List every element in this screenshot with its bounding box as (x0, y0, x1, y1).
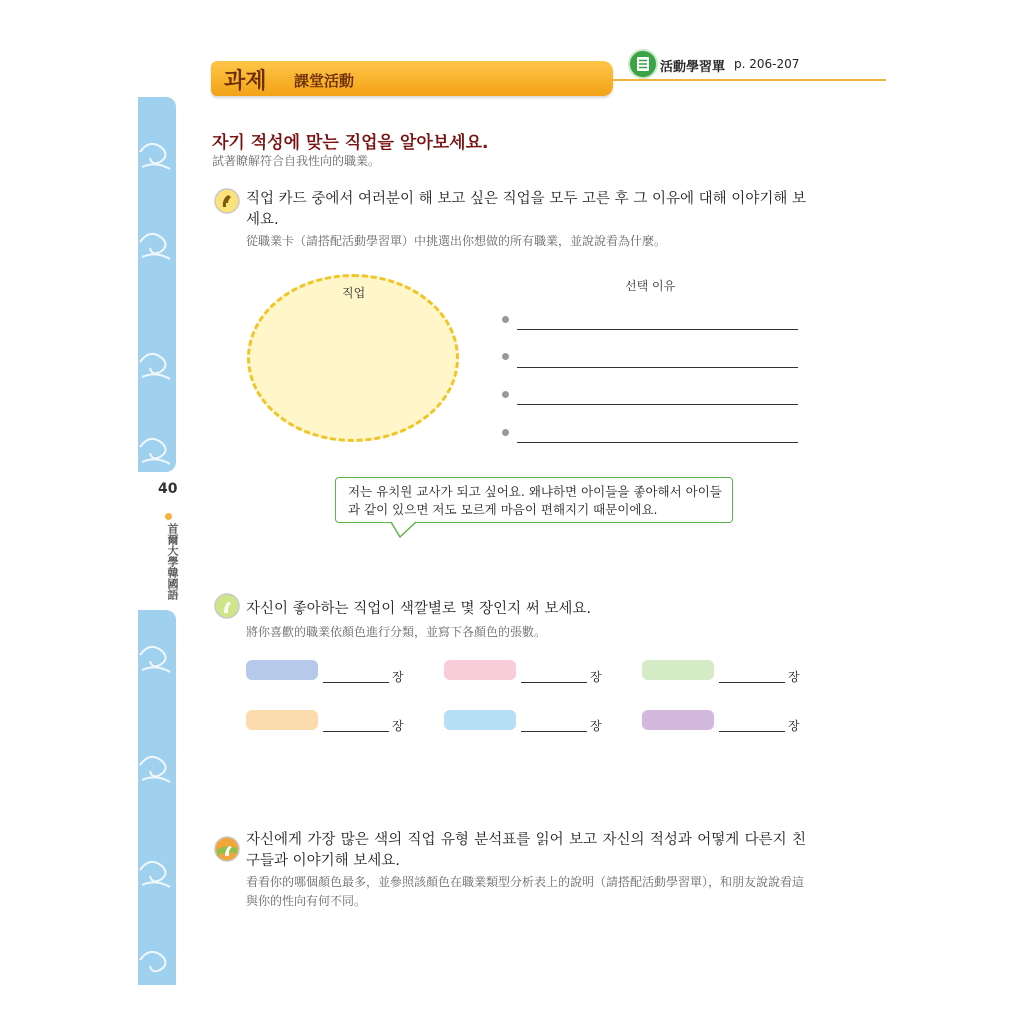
book-title-dot (165, 513, 172, 520)
unit-label: 장 (392, 670, 404, 684)
worksheet-icon (628, 49, 658, 79)
reason-label: 선택 이유 (625, 279, 676, 293)
count-blank-purple[interactable] (719, 731, 785, 732)
side-decoration-bottom (138, 610, 176, 985)
task3-icon (214, 836, 240, 862)
color-swatch-blue (246, 660, 318, 680)
color-swatch-skyblue (444, 710, 516, 730)
header-rule (613, 79, 886, 81)
unit-label: 장 (788, 719, 800, 733)
task3-instruction: 자신에게 가장 많은 색의 직업 유형 분석표를 읽어 보고 자신의 적성과 어떻게 다른지 친구들과 이야기해 보세요. (246, 832, 806, 869)
color-swatch-green (642, 660, 714, 680)
section-header-bar (211, 61, 613, 96)
main-subtitle: 試著瞭解符合自我性向的職業。 (212, 154, 381, 168)
color-swatch-purple (642, 710, 714, 730)
reason-bullet (502, 429, 509, 436)
unit-label: 장 (392, 719, 404, 733)
reason-line-4[interactable] (517, 442, 798, 443)
count-blank-green[interactable] (719, 682, 785, 683)
count-blank-skyblue[interactable] (521, 731, 587, 732)
count-blank-orange[interactable] (323, 731, 389, 732)
reason-line-2[interactable] (517, 367, 798, 368)
section-subtitle: 課堂活動 (294, 72, 355, 90)
reason-line-1[interactable] (517, 329, 798, 330)
section-title: 과제 (224, 69, 267, 94)
book-title: 首爾大學韓國語 (166, 523, 179, 600)
reason-bullet (502, 316, 509, 323)
main-title: 자기 적성에 맞는 직업을 알아보세요. (212, 133, 489, 153)
task2-instruction: 자신이 좋아하는 직업이 색깔별로 몇 장인지 써 보세요. (246, 601, 592, 617)
side-decoration-top (138, 97, 176, 472)
color-swatch-orange (246, 710, 318, 730)
task3-translation: 看看你的哪個顏色最多，並參照該顏色在職業類型分析表上的說明（請搭配活動學習單），和朋友說說看這與你的性向有何不同。 (246, 875, 805, 908)
reason-line-3[interactable] (517, 404, 798, 405)
worksheet-pages: p. 206-207 (734, 57, 800, 71)
unit-label: 장 (590, 719, 602, 733)
unit-label: 장 (788, 670, 800, 684)
task1-instruction: 직업 카드 중에서 여러분이 해 보고 싶은 직업을 모두 고른 후 그 이유에 대해 이야기해 보세요. (246, 191, 806, 228)
count-blank-pink[interactable] (521, 682, 587, 683)
speech-bubble-tail (390, 521, 420, 539)
task1-translation: 從職業卡（請搭配活動學習單）中挑選出你想做的所有職業，並說說看為什麼。 (246, 234, 667, 248)
page-number: 40 (158, 481, 178, 497)
task1-icon (214, 188, 240, 214)
job-label: 직업 (342, 286, 366, 300)
worksheet-label: 活動學習單 (660, 60, 726, 75)
example-sentence: 저는 유치원 교사가 되고 싶어요. 왜냐하면 아이들을 좋아해서 아이들과 같이 있으면 저도 모르게 마음이 편해지기 때문이에요. (348, 484, 722, 517)
color-swatch-pink (444, 660, 516, 680)
unit-label: 장 (590, 670, 602, 684)
count-blank-blue[interactable] (323, 682, 389, 683)
task2-icon (214, 593, 240, 619)
task2-translation: 將你喜歡的職業依顏色進行分類，並寫下各顏色的張數。 (246, 625, 547, 639)
reason-bullet (502, 353, 509, 360)
reason-bullet (502, 391, 509, 398)
